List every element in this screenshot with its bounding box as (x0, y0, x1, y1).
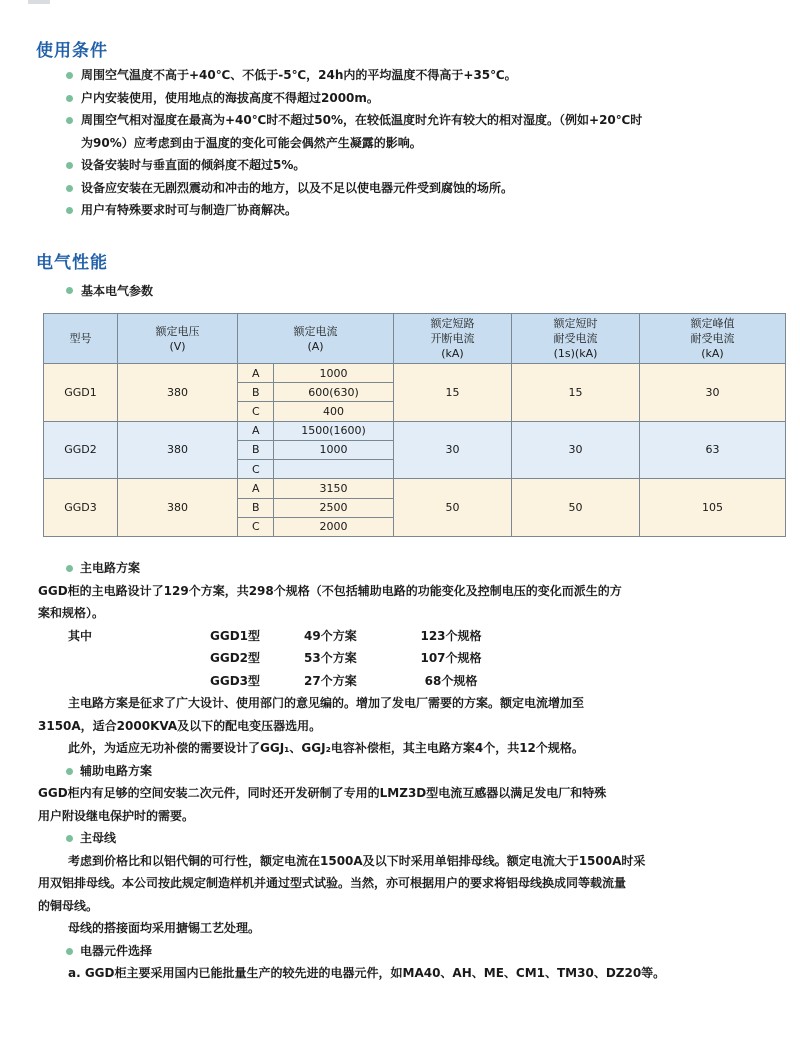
cell-current: 1000 (274, 440, 394, 459)
subheading-busbar: 主母线 (38, 827, 778, 850)
scheme-specs: 68个规格 (424, 673, 478, 688)
scheme-type: GGD1型 (210, 628, 261, 643)
bullet-dot-icon (66, 768, 73, 775)
paragraph-continuation: 用户附设继电保护时的需要。 (38, 808, 195, 823)
list-item: 户内安装使用，使用地点的海拔高度不得超过2000m。 (66, 87, 770, 110)
cell-voltage: 380 (118, 364, 238, 422)
bullet-dot-icon (66, 72, 73, 79)
cell-current: 1500(1600) (274, 421, 394, 440)
scheme-count: 27个方案 (304, 673, 357, 688)
paragraph-continuation: 3150A，适合2000KVA及以下的配电变压器选用。 (38, 718, 322, 733)
paragraph: 母线的搭接面均采用搪锡工艺处理。 (68, 921, 261, 935)
cell-current (274, 460, 394, 479)
cell-model: GGD1 (44, 364, 118, 422)
bullet-dot-icon (66, 162, 73, 169)
cell-grade: A (238, 479, 274, 498)
table-header-row (44, 314, 786, 364)
header-voltage: 额定电压 (V) (118, 314, 238, 364)
cell-breaking: 30 (394, 421, 512, 479)
cell-short-time: 15 (512, 364, 640, 422)
page-corner-mark (28, 0, 50, 4)
header-current: 额定电流 (A) (238, 314, 394, 364)
paragraph: GGD柜内有足够的空间安装二次元件，同时还开发研制了专用的LMZ3D型电流互感器以满足发电厂和特殊 (38, 786, 607, 800)
subheading-main-circuit: 主电路方案 (38, 557, 778, 580)
table-row (44, 364, 786, 383)
cell-grade: A (238, 421, 274, 440)
subheading-basic-params: 基本电气参数 (66, 282, 153, 299)
header-short-time-current: 额定短时 耐受电流 (1s)(kA) (512, 314, 640, 364)
paragraph: 考虑到价格比和以铝代铜的可行性，额定电流在1500A及以下时采用单铝排母线。额定电流大于1500A时采 (68, 853, 646, 868)
cell-voltage: 380 (118, 421, 238, 479)
cell-grade: C (238, 460, 274, 479)
scheme-row (38, 625, 778, 648)
cell-short-time: 30 (512, 421, 640, 479)
cell-current: 2000 (274, 517, 394, 536)
subheading-components: 电器元件选择 (38, 940, 778, 963)
scheme-type: GGD2型 (210, 651, 261, 665)
cell-peak: 30 (640, 364, 786, 422)
bullet-dot-icon (66, 287, 73, 294)
bullet-dot-icon (66, 95, 73, 102)
bullet-dot-icon (66, 207, 73, 214)
cell-voltage: 380 (118, 479, 238, 537)
cell-grade: C (238, 517, 274, 536)
scheme-row (38, 670, 778, 693)
paragraph: a. GGD柜主要采用国内已能批量生产的较先进的电器元件，如MA40、AH、ME、CM1、TM30、DZ20等。 (68, 966, 666, 980)
electrical-params-table (43, 313, 786, 537)
paragraph: 主电路方案是征求了广大设计、使用部门的意见编的。增加了发电厂需要的方案。额定电流增加至 (68, 696, 585, 710)
subheading-aux-circuit: 辅助电路方案 (38, 760, 778, 783)
paragraph: 此外，为适应无功补偿的需要设计了GGJ₁、GGJ₂电容补偿柜，其主电路方案4个，共12个规格。 (68, 741, 584, 755)
cell-peak: 63 (640, 421, 786, 479)
cell-breaking: 50 (394, 479, 512, 537)
cell-grade: C (238, 402, 274, 421)
conditions-list (66, 64, 770, 222)
scheme-count: 49个方案 (304, 628, 357, 643)
table-row (44, 421, 786, 440)
header-model: 型号 (44, 314, 118, 364)
cell-model: GGD3 (44, 479, 118, 537)
table-row (44, 479, 786, 498)
bullet-dot-icon (66, 948, 73, 955)
cell-model: GGD2 (44, 421, 118, 479)
scheme-lead: 其中 (68, 628, 93, 643)
bullet-dot-icon (66, 565, 73, 572)
cell-grade: A (238, 364, 274, 383)
cell-breaking: 15 (394, 364, 512, 422)
cell-current: 3150 (274, 479, 394, 498)
scheme-count: 53个方案 (304, 651, 357, 665)
list-item: 用户有特殊要求时可与制造厂协商解决。 (66, 199, 770, 222)
list-item-continuation: 为90%）应考虑到由于温度的变化可能会偶然产生凝露的影响。 (81, 135, 422, 150)
scheme-row (38, 647, 778, 670)
cell-current: 400 (274, 402, 394, 421)
list-item: 周围空气相对湿度在最高为+40℃时不超过50%，在较低温度时允许有较大的相对湿度。（例如+20℃时 (66, 109, 770, 132)
bullet-dot-icon (66, 117, 73, 124)
paragraph-continuation: 的铜母线。 (38, 898, 99, 913)
cell-grade: B (238, 498, 274, 517)
cell-current: 1000 (274, 364, 394, 383)
scheme-type: GGD3型 (210, 673, 261, 688)
paragraph: GGD柜的主电路设计了129个方案，共298个规格（不包括辅助电路的功能变化及控制电压的变化而派生的方 (38, 583, 622, 598)
paragraph-continuation: 案和规格）。 (38, 606, 105, 620)
cell-short-time: 50 (512, 479, 640, 537)
paragraph-continuation: 用双铝排母线。本公司按此规定制造样机并通过型式试验。当然，亦可根据用户的要求将铝母线换成同等载流量 (38, 876, 627, 890)
list-item: 设备安装时与垂直面的倾斜度不超过5%。 (66, 154, 770, 177)
bullet-dot-icon (66, 185, 73, 192)
bullet-dot-icon (66, 835, 73, 842)
header-peak-current: 额定峰值 耐受电流 (kA) (640, 314, 786, 364)
cell-grade: B (238, 440, 274, 459)
section-heading-electrical: 电气性能 (36, 253, 108, 273)
body-text (38, 557, 778, 985)
section-heading-conditions: 使用条件 (36, 41, 108, 61)
scheme-specs: 123个规格 (420, 628, 482, 643)
scheme-specs: 107个规格 (420, 651, 482, 665)
cell-current: 600(630) (274, 383, 394, 402)
cell-peak: 105 (640, 479, 786, 537)
cell-grade: B (238, 383, 274, 402)
cell-current: 2500 (274, 498, 394, 517)
list-item: 设备应安装在无剧烈震动和冲击的地方，以及不足以使电器元件受到腐蚀的场所。 (66, 177, 770, 200)
header-breaking-current: 额定短路 开断电流 (kA) (394, 314, 512, 364)
list-item: 周围空气温度不高于+40℃、不低于-5℃，24h内的平均温度不得高于+35℃。 (66, 64, 770, 87)
